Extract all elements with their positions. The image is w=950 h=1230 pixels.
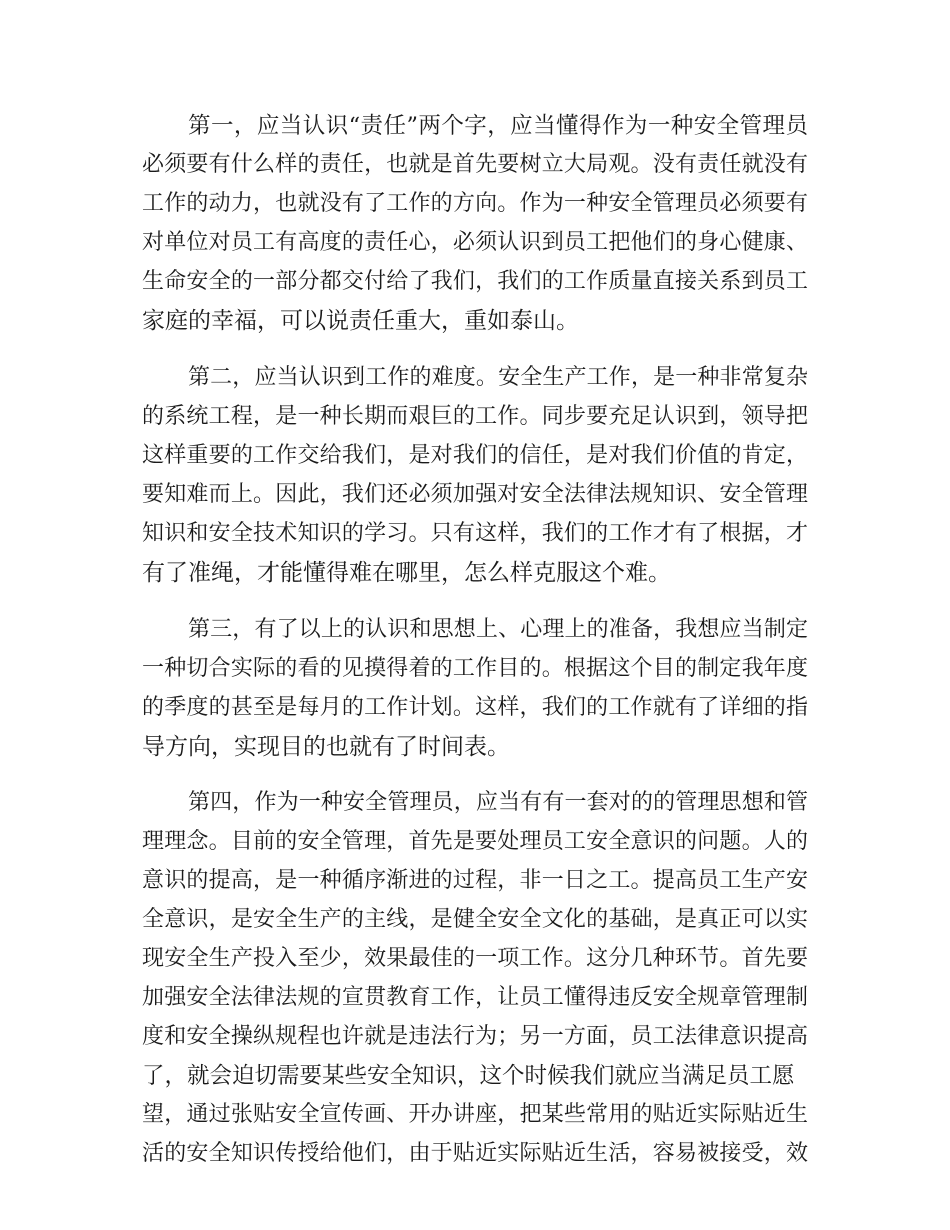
paragraph-2-line-5: 知识和安全技术知识的学习。只有这样，我们的工作才有了根据，才 xyxy=(142,521,808,546)
paragraph-1-line-5: 生命安全的一部分都交付给了我们，我们的工作质量直接关系到员工 xyxy=(142,269,808,294)
paragraph-4-line-3: 意识的提高，是一种循序渐进的过程，非一日之工。提高员工生产安 xyxy=(142,868,808,893)
paragraph-1-line-1: 第一，应当认识“责任”两个字，应当懂得作为一种安全管理员 xyxy=(188,113,808,139)
paragraph-1-line-6: 家庭的幸福，可以说责任重大，重如泰山。 xyxy=(142,308,579,334)
paragraph-2-line-1: 第二，应当认识到工作的难度。安全生产工作，是一种非常复杂 xyxy=(188,365,808,390)
paragraph-2-line-3: 这样重要的工作交给我们，是对我们的信任，是对我们价值的肯定， xyxy=(142,443,808,468)
paragraph-3-line-2: 一种切合实际的看的见摸得着的工作目的。根据这个目的制定我年度 xyxy=(142,656,808,681)
paragraph-4-line-4: 全意识，是安全生产的主线，是健全安全文化的基础，是真正可以实 xyxy=(142,907,808,932)
paragraph-4-line-10: 活的安全知识传授给他们，由于贴近实际贴近生活，容易被接受，效 xyxy=(142,1141,808,1166)
paragraph-3-line-1: 第三，有了以上的认识和思想上、心理上的准备，我想应当制定 xyxy=(188,617,808,642)
paragraph-2-line-2: 的系统工程，是一种长期而艰巨的工作。同步要充足认识到，领导把 xyxy=(142,404,808,429)
paragraph-4-line-9: 望，通过张贴安全宣传画、开办讲座，把某些常用的贴近实际贴近生 xyxy=(142,1102,808,1127)
paragraph-4-line-5: 现安全生产投入至少，效果最佳的一项工作。这分几种环节。首先要 xyxy=(142,946,808,971)
paragraph-2-line-4: 要知难而上。因此，我们还必须加强对安全法律法规知识、安全管理 xyxy=(142,482,808,507)
paragraph-3-line-3: 的季度的甚至是每月的工作计划。这样，我们的工作就有了详细的指 xyxy=(142,695,808,720)
paragraph-4-line-8: 了，就会迫切需要某些安全知识，这个时候我们就应当满足员工愿 xyxy=(142,1063,795,1089)
paragraph-4-line-1: 第四，作为一种安全管理员，应当有有一套对的的管理思想和管 xyxy=(188,790,808,815)
paragraph-1-line-4: 对单位对员工有高度的责任心，必须认识到员工把他们的身心健康、 xyxy=(142,230,808,255)
paragraph-1-line-2: 必须要有什么样的责任，也就是首先要树立大局观。没有责任就没有 xyxy=(142,152,808,177)
paragraph-1-line-3: 工作的动力，也就没有了工作的方向。作为一种安全管理员必须要有 xyxy=(142,191,808,216)
paragraph-4-line-7: 度和安全操纵规程也许就是违法行为；另一方面，员工法律意识提高 xyxy=(142,1024,808,1049)
paragraph-2-line-6: 有了准绳，才能懂得难在哪里，怎么样克服这个难。 xyxy=(142,560,671,586)
paragraph-4-line-2: 理理念。目前的安全管理，首先是要处理员工安全意识的问题。人的 xyxy=(142,829,808,854)
paragraph-3-line-4: 导方向，实现目的也就有了时间表。 xyxy=(142,734,510,760)
paragraph-4-line-6: 加强安全法律法规的宣贯教育工作，让员工懂得违反安全规章管理制 xyxy=(142,985,808,1010)
